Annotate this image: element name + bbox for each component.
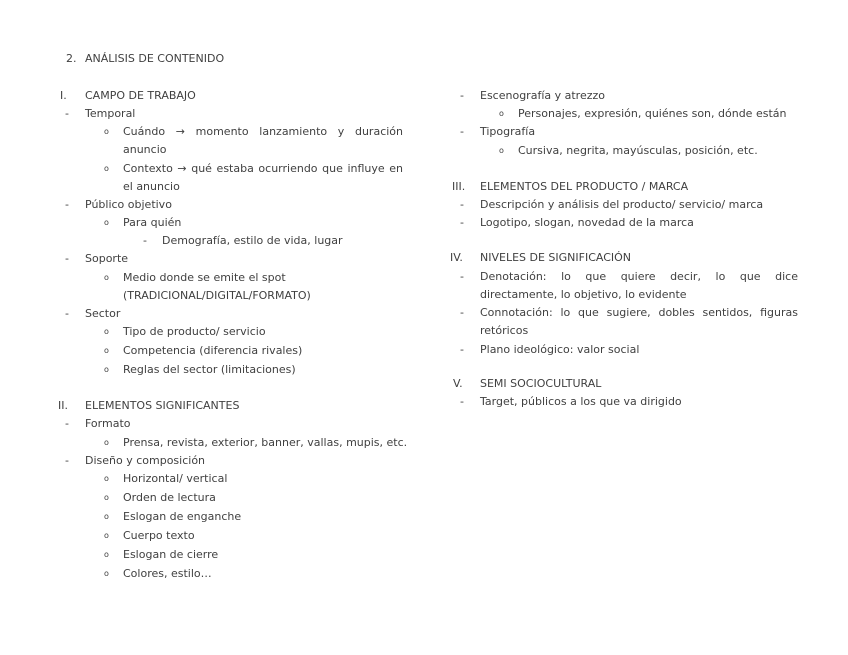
dash-bullet: - — [460, 343, 464, 356]
list-item: Logotipo, slogan, novedad de la marca — [480, 216, 694, 229]
section-number: I. — [60, 89, 67, 102]
section-title: ELEMENTOS SIGNIFICANTES — [85, 399, 240, 412]
circle-bullet: o — [104, 512, 109, 521]
circle-bullet: o — [104, 438, 109, 447]
list-item: Personajes, expresión, quiénes son, dónde están — [518, 107, 787, 120]
list-item: Sector — [85, 307, 121, 320]
section-number: III. — [452, 180, 466, 193]
section-number: II. — [58, 399, 68, 412]
list-item: Denotación: lo que quiere decir, lo que dice directamente, lo objetivo, lo evidente — [480, 270, 798, 302]
circle-bullet: o — [104, 365, 109, 374]
list-item: Plano ideológico: valor social — [480, 343, 640, 356]
circle-bullet: o — [104, 218, 109, 227]
section-title: NIVELES DE SIGNIFICACIÓN — [480, 251, 632, 264]
circle-bullet: o — [104, 550, 109, 559]
heading-number: 2. — [66, 52, 77, 65]
dash-bullet: - — [460, 125, 464, 138]
dash-bullet: - — [460, 395, 464, 408]
circle-bullet: o — [104, 127, 109, 136]
list-item: Cuándo → momento lanzamiento y duración anuncio — [123, 125, 403, 157]
circle-bullet: o — [499, 146, 504, 155]
section-title: ELEMENTOS DEL PRODUCTO / MARCA — [480, 180, 689, 193]
list-item: Competencia (diferencia rivales) — [123, 344, 303, 357]
circle-bullet: o — [104, 493, 109, 502]
heading-title: ANÁLISIS DE CONTENIDO — [85, 52, 225, 65]
list-item: Temporal — [85, 107, 136, 120]
list-item: Público objetivo — [85, 198, 172, 211]
section-number: IV. — [450, 251, 463, 264]
list-item: Contexto → qué estaba ocurriendo que influye en el anuncio — [123, 162, 403, 194]
list-item: Para quién — [123, 216, 182, 229]
list-item: Cuerpo texto — [123, 529, 195, 542]
section-title: SEMI SOCIOCULTURAL — [480, 377, 602, 390]
circle-bullet: o — [104, 273, 109, 282]
dash-bullet: - — [65, 307, 69, 320]
list-item: Eslogan de enganche — [123, 510, 242, 523]
list-item: Soporte — [85, 252, 129, 265]
circle-bullet: o — [104, 164, 109, 173]
section-number: V. — [453, 377, 463, 390]
dash-bullet: - — [460, 270, 464, 283]
list-item: Diseño y composición — [85, 454, 206, 467]
circle-bullet: o — [104, 474, 109, 483]
circle-bullet: o — [104, 569, 109, 578]
list-item-continuation: (TRADICIONAL/DIGITAL/FORMATO) — [123, 289, 311, 302]
circle-bullet: o — [499, 109, 504, 118]
list-item: Escenografía y atrezzo — [480, 89, 605, 102]
list-item: Descripción y análisis del producto/ servicio/ marca — [480, 198, 764, 211]
list-item: Orden de lectura — [123, 491, 216, 504]
list-item: Demografía, estilo de vida, lugar — [162, 234, 343, 247]
list-item: Medio donde se emite el spot — [123, 271, 286, 284]
dash-bullet: - — [65, 107, 69, 120]
circle-bullet: o — [104, 531, 109, 540]
dash-bullet: - — [460, 306, 464, 319]
dash-bullet: - — [65, 252, 69, 265]
circle-bullet: o — [104, 327, 109, 336]
list-item: Prensa, revista, exterior, banner, vallas, mupis, etc. — [123, 436, 408, 449]
list-item: Colores, estilo… — [123, 567, 212, 580]
dash-bullet: - — [65, 417, 69, 430]
list-item: Tipografía — [480, 125, 536, 138]
dash-bullet: - — [143, 234, 147, 247]
dash-bullet: - — [460, 198, 464, 211]
list-item: Formato — [85, 417, 131, 430]
dash-bullet: - — [65, 198, 69, 211]
dash-bullet: - — [460, 216, 464, 229]
list-item: Tipo de producto/ servicio — [123, 325, 266, 338]
dash-bullet: - — [65, 454, 69, 467]
section-title: CAMPO DE TRABAJO — [85, 89, 196, 102]
dash-bullet: - — [460, 89, 464, 102]
circle-bullet: o — [104, 346, 109, 355]
list-item: Connotación: lo que sugiere, dobles sentidos, figuras retóricos — [480, 306, 798, 338]
list-item: Cursiva, negrita, mayúsculas, posición, etc. — [518, 144, 758, 157]
list-item: Reglas del sector (limitaciones) — [123, 363, 296, 376]
list-item: Horizontal/ vertical — [123, 472, 228, 485]
list-item: Target, públicos a los que va dirigido — [480, 395, 682, 408]
list-item: Eslogan de cierre — [123, 548, 219, 561]
